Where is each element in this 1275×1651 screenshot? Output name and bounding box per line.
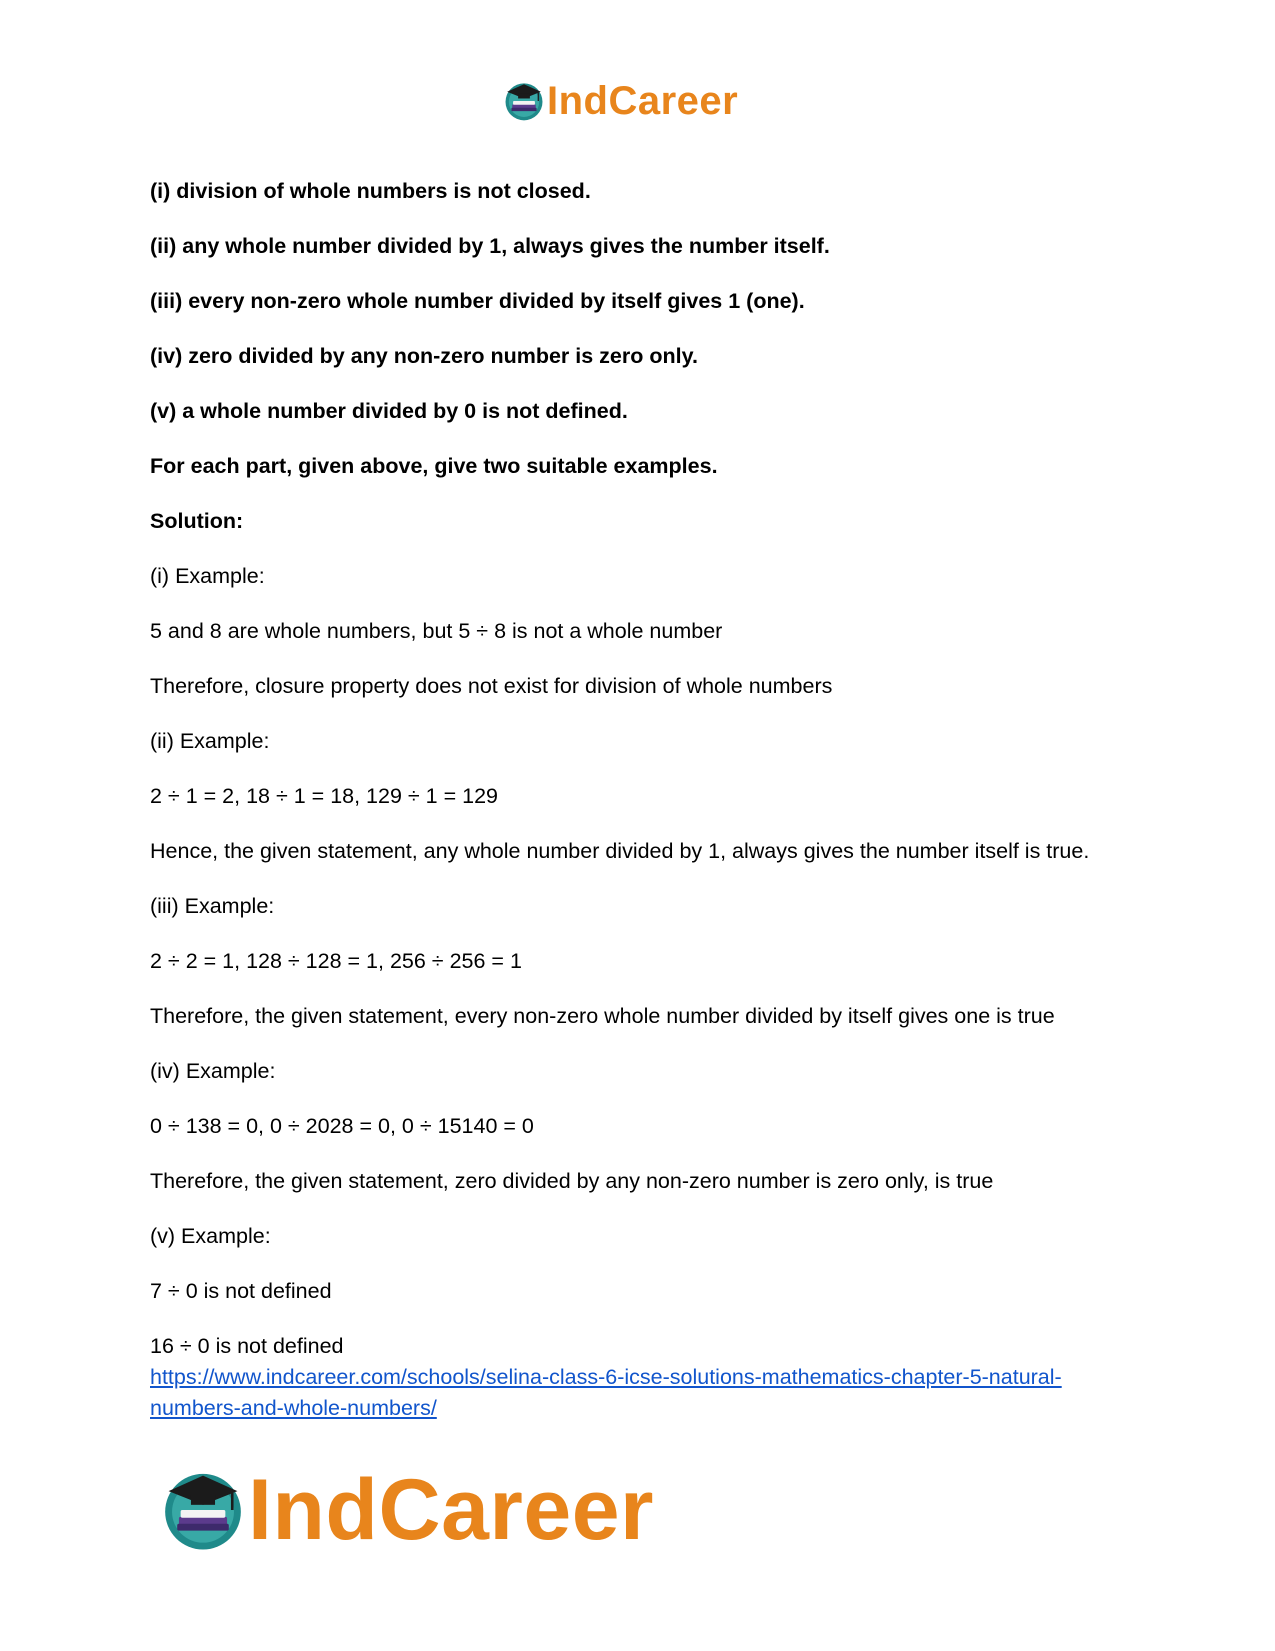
question-part-iv: (iv) zero divided by any non-zero number is zero only. — [150, 344, 698, 368]
conclusion-iv: Therefore, the given statement, zero divided by any non-zero number is zero only, is true — [150, 1169, 994, 1193]
example-text-i: 5 and 8 are whole numbers, but 5 ÷ 8 is not a whole number — [150, 619, 723, 643]
example-text-ii: 2 ÷ 1 = 2, 18 ÷ 1 = 18, 129 ÷ 1 = 129 — [150, 784, 498, 808]
graduation-cap-book-globe-icon — [503, 80, 545, 122]
question-part-iii: (iii) every non-zero whole number divided by itself gives 1 (one). — [150, 289, 805, 313]
example-heading-i: (i) Example: — [150, 564, 265, 588]
example-text-iii: 2 ÷ 2 = 1, 128 ÷ 128 = 1, 256 ÷ 256 = 1 — [150, 949, 522, 973]
conclusion-i: Therefore, closure property does not exist for division of whole numbers — [150, 674, 833, 698]
footer-logo-text: IndCareer — [248, 1462, 654, 1558]
conclusion-iii: Therefore, the given statement, every non-zero whole number divided by itself gives one is true — [150, 1004, 1055, 1028]
question-instruction: For each part, given above, give two suitable examples. — [150, 454, 718, 478]
example-heading-v: (v) Example: — [150, 1224, 271, 1248]
solution-heading: Solution: — [150, 509, 244, 533]
question-part-v: (v) a whole number divided by 0 is not defined. — [150, 399, 628, 423]
example-heading-ii: (ii) Example: — [150, 729, 270, 753]
example-text-v-2: 16 ÷ 0 is not defined — [150, 1334, 344, 1358]
conclusion-ii: Hence, the given statement, any whole number divided by 1, always gives the number itself is true. — [150, 839, 1090, 863]
source-link[interactable]: https://www.indcareer.com/schools/selina-class-6-icse-solutions-mathematics-chapter-5-natural-numbers-and-whole-numbers/ — [150, 1365, 1062, 1420]
footer-logo — [160, 1462, 654, 1558]
example-heading-iv: (iv) Example: — [150, 1059, 276, 1083]
header-logo — [503, 80, 738, 122]
example-heading-iii: (iii) Example: — [150, 894, 275, 918]
logo-text: IndCareer — [547, 79, 739, 123]
document-body — [150, 176, 1150, 1424]
example-text-iv: 0 ÷ 138 = 0, 0 ÷ 2028 = 0, 0 ÷ 15140 = 0 — [150, 1114, 534, 1138]
question-part-ii: (ii) any whole number divided by 1, always gives the number itself. — [150, 234, 830, 258]
question-part-i: (i) division of whole numbers is not closed. — [150, 179, 591, 203]
example-text-v-1: 7 ÷ 0 is not defined — [150, 1279, 332, 1303]
graduation-cap-book-globe-icon — [160, 1467, 246, 1553]
